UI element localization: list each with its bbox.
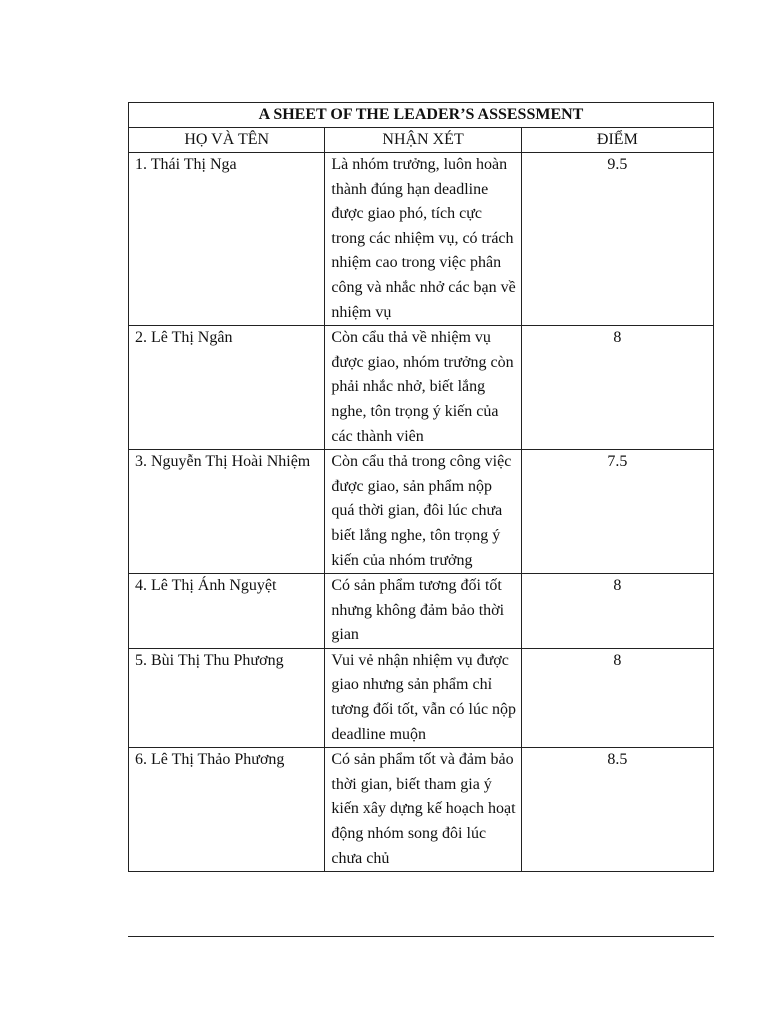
table-row	[129, 153, 714, 326]
member-name: 1. Thái Thị Nga	[129, 153, 325, 326]
member-name: 3. Nguyễn Thị Hoài Nhiệm	[129, 450, 325, 574]
table-row	[129, 574, 714, 649]
member-comment: Có sản phẩm tương đối tốt nhưng không đảm bảo thời gian	[325, 574, 521, 649]
member-name: 4. Lê Thị Ánh Nguyệt	[129, 574, 325, 649]
assessment-sheet	[128, 102, 714, 937]
member-score: 8	[521, 648, 713, 747]
member-comment: Còn cẩu thả trong công việc được giao, sản phẩm nộp quá thời gian, đôi lúc chưa biết lắng nghe, tôn trọng ý kiến của nhóm trưởng	[325, 450, 521, 574]
table-row	[129, 326, 714, 450]
member-comment: Là nhóm trưởng, luôn hoàn thành đúng hạn deadline được giao phó, tích cực trong các nhiệm vụ, có trách nhiệm cao trong việc phân công và nhắc nhở các bạn về nhiệm vụ	[325, 153, 521, 326]
header-name: HỌ VÀ TÊN	[129, 128, 325, 153]
assessment-table	[128, 102, 714, 872]
table-row	[129, 748, 714, 872]
member-score: 8	[521, 574, 713, 649]
title-row	[129, 103, 714, 128]
header-score: ĐIỂM	[521, 128, 713, 153]
member-score: 9.5	[521, 153, 713, 326]
member-name: 6. Lê Thị Thảo Phương	[129, 748, 325, 872]
table-row	[129, 648, 714, 747]
header-row	[129, 128, 714, 153]
member-score: 7.5	[521, 450, 713, 574]
header-comment: NHẬN XÉT	[325, 128, 521, 153]
member-comment: Vui vẻ nhận nhiệm vụ được giao nhưng sản phẩm chỉ tương đối tốt, vẫn có lúc nộp deadline muộn	[325, 648, 521, 747]
member-comment: Có sản phẩm tốt và đảm bảo thời gian, biết tham gia ý kiến xây dựng kế hoạch hoạt động nhóm song đôi lúc chưa chủ	[325, 748, 521, 872]
member-name: 2. Lê Thị Ngân	[129, 326, 325, 450]
member-score: 8	[521, 326, 713, 450]
member-name: 5. Bùi Thị Thu Phương	[129, 648, 325, 747]
sheet-title: A SHEET OF THE LEADER’S ASSESSMENT	[129, 103, 714, 128]
member-score: 8.5	[521, 748, 713, 872]
table-row	[129, 450, 714, 574]
member-comment: Còn cẩu thả về nhiệm vụ được giao, nhóm trưởng còn phải nhắc nhở, biết lắng nghe, tôn trọng ý kiến của các thành viên	[325, 326, 521, 450]
